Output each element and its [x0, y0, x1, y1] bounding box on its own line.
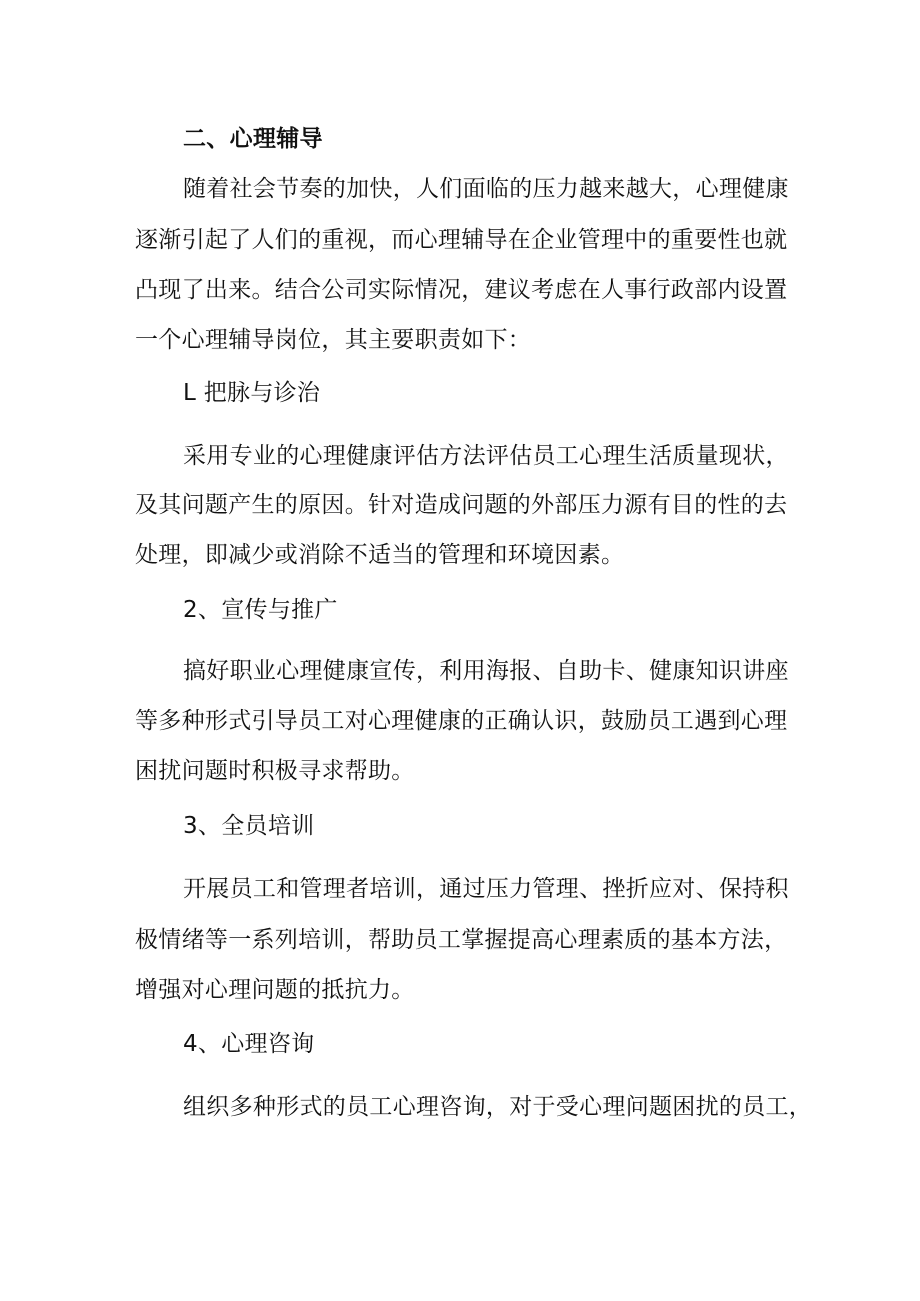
item-1-body-line-2: 及其问题产生的原因。针对造成问题的外部压力源有目的性的去 [135, 492, 788, 518]
item-3-body-line-1: 开展员工和管理者培训，通过压力管理、挫折应对、保持积 [183, 876, 789, 902]
intro-line-4: 一个心理辅导岗位，其主要职责如下： [135, 327, 532, 353]
item-4-title: 4、心理咨询 [183, 1031, 315, 1057]
intro-line-2: 逐渐引起了人们的重视，而心理辅导在企业管理中的重要性也就 [135, 227, 788, 253]
intro-line-1: 随着社会节奏的加快，人们面临的压力越来越大，心理健康 [183, 176, 789, 202]
item-3-title: 3、全员培训 [183, 813, 315, 839]
item-2-body-line-1: 搞好职业心理健康宣传，利用海报、自助卡、健康知识讲座 [183, 658, 789, 684]
item-3-body-line-3: 增强对心理问题的抵抗力。 [135, 977, 415, 1003]
item-2-body-line-3: 困扰问题时积极寻求帮助。 [135, 758, 415, 784]
intro-line-3: 凸现了出来。结合公司实际情况，建议考虑在人事行政部内设置 [135, 277, 788, 303]
item-1-body-line-3: 处理，即减少或消除不适当的管理和环境因素。 [135, 542, 625, 568]
item-4-body-line-1: 组织多种形式的员工心理咨询，对于受心理问题困扰的员工， [183, 1094, 813, 1120]
section-heading: 二、心理辅导 [183, 126, 323, 152]
item-1-body-line-1: 采用专业的心理健康评估方法评估员工心理生活质量现状， [183, 443, 789, 469]
item-2-title: 2、宣传与推广 [183, 597, 338, 623]
item-3-body-line-2: 极情绪等一系列培训，帮助员工掌握提高心理素质的基本方法， [135, 927, 788, 953]
item-1-title: L 把脉与诊治 [183, 380, 321, 406]
item-2-body-line-2: 等多种形式引导员工对心理健康的正确认识，鼓励员工遇到心理 [135, 708, 788, 734]
